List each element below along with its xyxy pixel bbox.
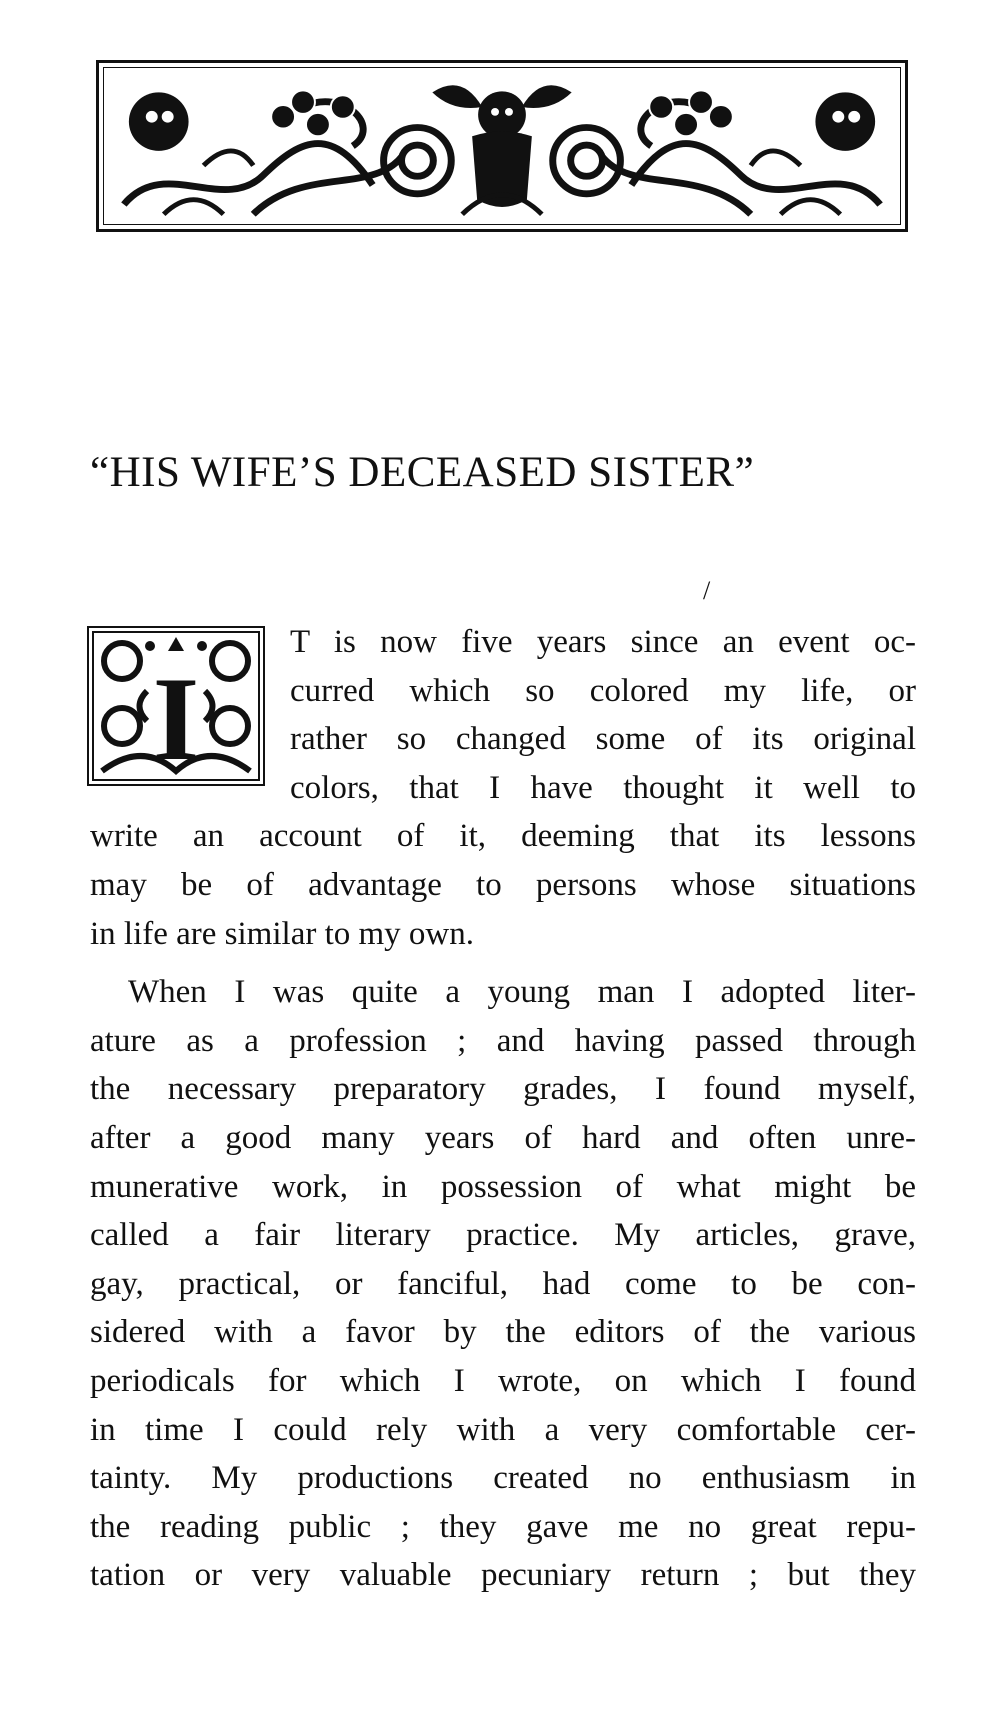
text-line: gay, practical, or fanciful, had come to be con- [90,1265,916,1302]
text-line: colors, that I have thought it well to [290,769,916,806]
svg-text:I: I [152,652,200,781]
stray-mark: / [703,576,711,605]
text-line: munerative work, in possession of what might be [90,1168,916,1205]
text-line: When I was quite a young man I adopted liter- [128,974,916,1011]
text-line: write an account of it, deeming that its lessons [90,818,916,855]
headpiece-ornament-icon [104,68,900,224]
text-line: tation or very valuable pecuniary return ; but they [90,1557,916,1594]
paragraph-1 [90,618,916,958]
text-line: tainty. My productions created no enthusiasm in [90,1460,916,1497]
text-line: may be of advantage to persons whose situations [90,866,916,903]
text-line: called a fair literary practice. My articles, grave, [90,1217,916,1254]
ornamental-headpiece [96,60,908,232]
text-line: the reading public ; they gave me no great repu- [90,1508,916,1545]
paragraph-2 [90,968,916,1600]
text-line: rather so changed some of its original [290,721,916,758]
text-line: in life are similar to my own. [90,915,474,952]
text-line: ature as a profession ; and having passed through [90,1022,916,1059]
text-line: curred which so colored my life, or [290,672,916,709]
text-line: periodicals for which I wrote, on which I found [90,1362,916,1399]
chapter-title: “HIS WIFE’S DECEASED SISTER” [90,449,755,496]
text-line: the necessary preparatory grades, I found myself, [90,1071,916,1108]
text-line: sidered with a favor by the editors of the various [90,1314,916,1351]
text-line: after a good many years of hard and often unre- [90,1119,916,1156]
body-text [90,618,916,1600]
text-line: in time I could rely with a very comfortable cer- [90,1411,916,1448]
text-line: T is now five years since an event oc- [290,624,916,660]
